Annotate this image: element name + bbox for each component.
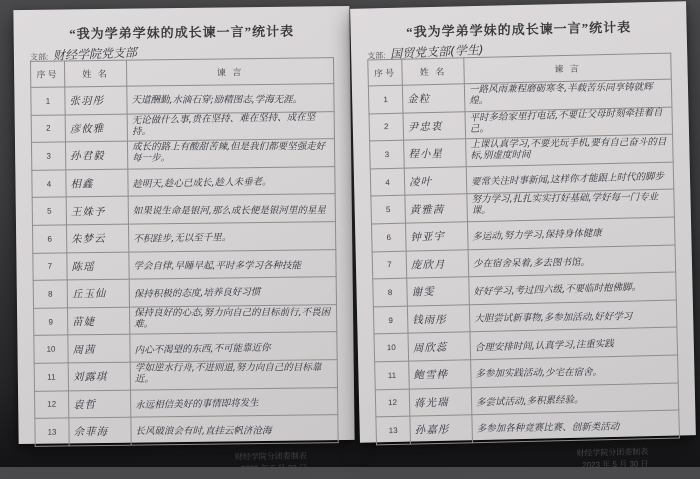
name-cell — [402, 84, 465, 113]
table-row — [32, 166, 335, 197]
row-number-cell: 5 — [371, 196, 406, 224]
name-handwritten: 周茜 — [72, 343, 96, 357]
name-handwritten: 谢雯 — [411, 286, 435, 300]
header-name: 姓 名 — [402, 58, 465, 85]
name-handwritten: 庞欣月 — [410, 258, 446, 272]
name-handwritten: 蒋光瑞 — [413, 396, 449, 410]
remark-handwritten: 一路风雨兼程磨砺寒冬,半载苦乐同享铸就辉煌。 — [468, 81, 653, 107]
name-cell — [69, 417, 131, 445]
table-row — [33, 277, 336, 308]
remark-cell — [130, 332, 337, 362]
row-number-cell: 7 — [33, 252, 67, 280]
remark-handwritten: 平时多给家里打电话,不要让父母时刻牵挂着自己。 — [469, 107, 663, 136]
name-cell — [66, 197, 128, 225]
remark-cell — [129, 304, 336, 334]
row-number-cell: 11 — [375, 361, 410, 389]
row-number-cell: 5 — [32, 197, 66, 225]
row-number-cell: 3 — [31, 142, 65, 170]
name-cell — [68, 362, 130, 390]
remark-handwritten: 保持良好的心态,努力向自己的目标前行,不畏困难。 — [134, 306, 331, 330]
name-cell — [404, 139, 467, 168]
footer-date: 2023 年 5 月 30 日 — [582, 459, 649, 470]
row-number-cell: 13 — [35, 418, 69, 446]
remark-handwritten: 多尝试活动,多积累经验。 — [475, 394, 584, 409]
name-cell — [69, 390, 131, 418]
paper-title: “我为学弟学妹的成长谏一言”统计表 — [69, 23, 295, 42]
table-row — [34, 304, 337, 335]
branch-value-handwritten: 财经学院党支部 — [53, 45, 138, 63]
remark-handwritten: 天道酬勤,水滴石穿;励精图志,学海无涯。 — [131, 94, 303, 107]
remark-cell — [129, 277, 336, 307]
row-number-cell: 10 — [374, 333, 409, 361]
name-handwritten: 佘菲海 — [73, 426, 109, 439]
remark-handwritten: 如果说生命是银河,那么成长便是银河里的星星 — [132, 204, 326, 217]
row-number-cell: 1 — [31, 87, 65, 115]
paper-footer — [35, 450, 339, 478]
remark-handwritten: 要常关注时事新闻,这样你才能跟上时代的脚步 — [470, 171, 665, 188]
name-handwritten: 尹忠衷 — [407, 120, 443, 134]
row-number-cell: 7 — [372, 251, 407, 279]
header-name: 姓 名 — [64, 60, 126, 87]
header-no: 序号 — [368, 59, 403, 86]
row-number-cell: 8 — [373, 278, 408, 306]
table-row — [33, 249, 336, 280]
row-number-cell: 4 — [370, 168, 405, 196]
remark-cell — [128, 222, 335, 252]
remark-handwritten: 趁明天,趁心已成长,趁人未垂老。 — [132, 176, 272, 191]
name-handwritten: 苗婕 — [72, 316, 96, 329]
remark-cell — [131, 415, 338, 445]
branch-label: 支部: — [367, 51, 386, 61]
table-row — [31, 139, 334, 170]
name-handwritten: 凌叶 — [408, 175, 433, 189]
name-handwritten: 彦攸雅 — [69, 122, 105, 136]
paper-left — [13, 6, 354, 474]
remark-handwritten: 保持积极的态度,培养良好习惯 — [133, 287, 261, 301]
table-row — [34, 332, 337, 363]
name-cell — [65, 86, 127, 114]
paper-title: “我为学弟学妹的成长谏一言”统计表 — [405, 19, 632, 40]
name-handwritten: 孙嘉彤 — [414, 424, 450, 437]
name-cell — [407, 304, 470, 333]
name-cell — [409, 387, 472, 416]
remark-handwritten: 努力学习,扎扎实实打好基础,学好每一门专业课。 — [471, 191, 659, 217]
name-handwritten: 金粒 — [407, 93, 431, 106]
name-cell — [405, 222, 468, 251]
row-number-cell: 8 — [33, 280, 67, 308]
remark-handwritten: 少在宿舍呆着,多去图书馆。 — [472, 256, 591, 270]
name-handwritten: 周欣蕊 — [412, 341, 448, 355]
row-number-cell: 10 — [34, 335, 68, 363]
name-cell — [407, 277, 470, 306]
branch-label: 支部: — [29, 52, 49, 62]
row-number-cell: 6 — [372, 223, 407, 251]
footer-maker: 财经学院分团委制表 — [234, 451, 307, 462]
remark-handwritten: 不积跬步,无以至千里。 — [133, 232, 232, 246]
remark-handwritten: 多参加实践活动,少宅在宿舍。 — [475, 367, 603, 380]
header-remark: 谏 言 — [126, 58, 333, 87]
row-number-cell: 11 — [34, 363, 68, 391]
row-number-cell: 4 — [32, 170, 66, 198]
row-number-cell: 13 — [376, 416, 411, 444]
name-handwritten: 陈瑶 — [71, 261, 95, 274]
table-row — [34, 360, 337, 391]
table-row — [32, 222, 335, 253]
row-number-cell: 6 — [32, 225, 66, 253]
name-handwritten: 钟亚宇 — [410, 230, 446, 245]
name-cell — [409, 360, 472, 389]
remark-cell — [131, 387, 338, 417]
footer-maker: 财经学院分团委制表 — [576, 446, 649, 458]
remark-handwritten: 大胆尝试新事物,多参加活动,好好学习 — [474, 311, 633, 325]
name-cell — [68, 307, 130, 335]
name-cell — [408, 332, 471, 361]
name-handwritten: 钱雨彤 — [412, 313, 447, 327]
remark-handwritten: 上课认真学习,不要光玩手机,要有自己奋斗的目标,别虚度时间 — [470, 136, 667, 162]
remark-handwritten: 长风破浪会有时,直挂云帆济沧海 — [135, 425, 272, 438]
remark-cell — [130, 360, 337, 390]
remark-handwritten: 多运动,努力学习,保持身体健康 — [472, 228, 602, 243]
header-no: 序号 — [30, 61, 64, 87]
paper-right — [350, 1, 696, 470]
name-handwritten: 鲍雪桦 — [413, 369, 449, 382]
name-cell — [67, 252, 129, 280]
statistics-table — [30, 57, 339, 446]
remark-handwritten: 好好学习,考过四六级,不要临时抱佛脚。 — [473, 282, 642, 299]
name-handwritten: 张羽彤 — [69, 95, 105, 108]
name-handwritten: 朱梦云 — [71, 232, 106, 246]
name-cell — [403, 111, 466, 140]
row-number-cell: 9 — [34, 308, 68, 336]
row-number-cell: 1 — [368, 85, 403, 113]
remark-handwritten: 多参加各种竞赛比赛、创新类活动 — [476, 421, 620, 435]
remark-cell — [128, 194, 335, 224]
name-handwritten: 黄雅茜 — [409, 203, 445, 217]
row-number-cell: 3 — [370, 140, 405, 168]
remark-cell — [472, 410, 680, 442]
remark-cell — [129, 249, 336, 279]
remark-cell — [127, 139, 334, 169]
name-handwritten: 刘露琪 — [72, 371, 108, 384]
remark-handwritten: 内心不渴望的东西,不可能靠近你 — [134, 342, 271, 356]
name-cell — [406, 249, 469, 278]
name-handwritten: 孙君毅 — [70, 150, 105, 163]
remark-cell — [128, 166, 335, 196]
table-row — [31, 111, 334, 142]
name-handwritten: 程小星 — [408, 148, 444, 161]
table-row — [32, 194, 335, 225]
remark-handwritten: 永远相信美好的事情即将发生 — [135, 397, 259, 411]
name-cell — [67, 279, 129, 307]
branch-value-handwritten: 国贸党支部(学生) — [390, 42, 485, 62]
name-cell — [66, 224, 128, 252]
row-number-cell: 2 — [31, 115, 65, 143]
remark-handwritten: 无论做什么事,贵在坚持、难在坚持、成在坚持。 — [131, 112, 316, 138]
name-cell — [410, 415, 473, 444]
remark-cell — [127, 84, 334, 114]
name-cell — [65, 114, 127, 142]
paper-footer — [376, 445, 680, 477]
row-number-cell: 9 — [373, 306, 408, 334]
row-number-cell: 12 — [375, 389, 410, 417]
name-cell — [404, 167, 467, 196]
table-row — [31, 84, 334, 115]
table-row — [35, 415, 338, 446]
row-number-cell: 12 — [35, 390, 69, 418]
remark-handwritten: 学会自律,早睡早起,平时多学习各种技能 — [133, 260, 302, 272]
remark-handwritten: 成长的路上有酸甜苦辣,但是我们都要坚强走好每一步。 — [132, 141, 326, 164]
statistics-table — [367, 53, 680, 446]
name-handwritten: 丘玉仙 — [71, 288, 107, 302]
remark-handwritten: 合理安排时间,认真学习,注重实践 — [474, 338, 614, 354]
table-row — [35, 387, 338, 418]
remark-handwritten: 学如逆水行舟,不进则退,努力向自己的目标靠近。 — [134, 361, 322, 385]
remark-cell — [127, 111, 334, 141]
row-number-cell: 2 — [369, 113, 404, 141]
name-cell — [405, 194, 468, 223]
name-handwritten: 王姝予 — [70, 205, 106, 218]
name-cell — [66, 169, 128, 197]
name-handwritten: 相鑫 — [70, 177, 94, 191]
header-remark: 谏 言 — [464, 53, 672, 84]
name-handwritten: 袁哲 — [73, 398, 97, 412]
name-cell — [68, 335, 130, 363]
table-row — [376, 410, 680, 444]
footer-date: 2023 年 5 月 30 日 — [240, 463, 308, 474]
name-cell — [65, 141, 127, 169]
